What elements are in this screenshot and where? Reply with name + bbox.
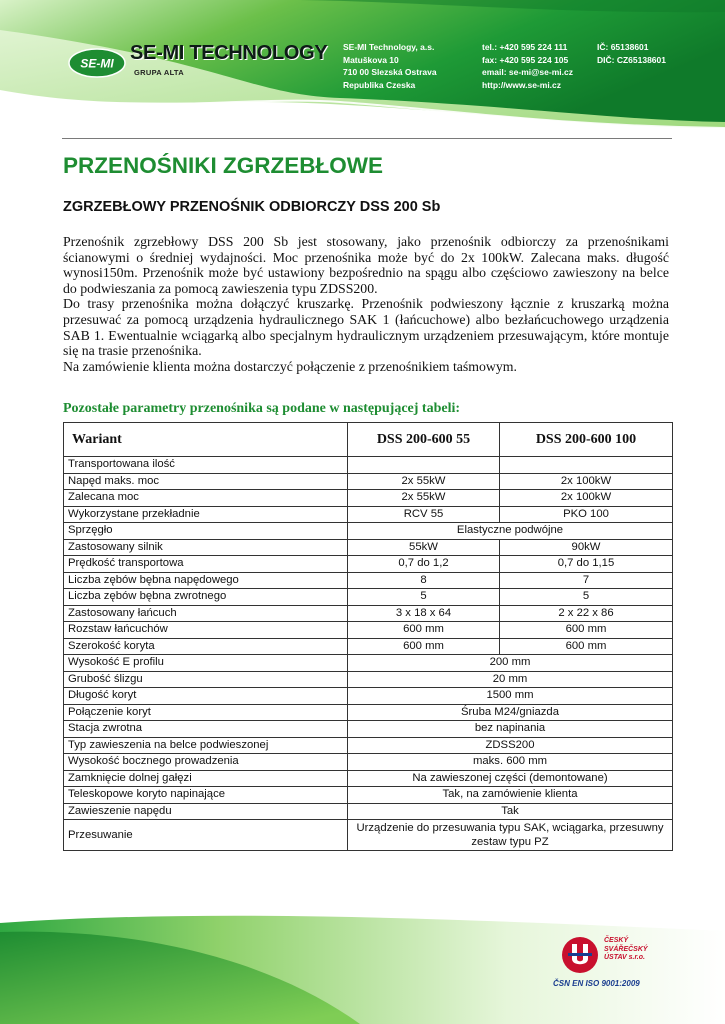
header-dss-100: DSS 200-600 100 [500, 423, 673, 457]
row-label: Połączenie koryt [64, 704, 348, 721]
header-dss-55: DSS 200-600 55 [348, 423, 500, 457]
row-label: Liczba zębów bębna zwrotnego [64, 589, 348, 606]
table-row [64, 721, 673, 738]
row-value: Na zawieszonej części (demontowane) [348, 770, 673, 787]
row-label: Zawieszenie napędu [64, 803, 348, 820]
row-value: Tak [348, 803, 673, 820]
table-row [64, 671, 673, 688]
row-value: maks. 600 mm [348, 754, 673, 771]
row-value: bez napinania [348, 721, 673, 738]
row-value: Urządzenie do przesuwania typu SAK, wciągarka, przesuwny zestaw typu PZ [348, 820, 673, 851]
table-header-row [64, 423, 673, 457]
row-label: Wysokość bocznego prowadzenia [64, 754, 348, 771]
row-value: PKO 100 [500, 506, 673, 523]
logo-oval-text: SE-MI [80, 56, 114, 71]
description-paragraph: Na zamówienie klienta można dostarczyć połączenie z przenośnikiem taśmowym. [63, 358, 517, 374]
row-label: Grubość ślizgu [64, 671, 348, 688]
table-row [64, 803, 673, 820]
row-value: 600 mm [348, 638, 500, 655]
table-row [64, 655, 673, 672]
row-value: 2x 55kW [348, 490, 500, 507]
table-row [64, 737, 673, 754]
row-value: 2 x 22 x 86 [500, 605, 673, 622]
row-value: 1500 mm [348, 688, 673, 705]
fax: fax: +420 595 224 105 [482, 54, 569, 65]
table-row [64, 473, 673, 490]
description-paragraph: Do trasy przenośnika można dołączyć kruszarkę. Przenośnik podwieszony łącznie z kruszarką można przesuwać za pomocą urządzenia hydraulicznego SAK 1 (łańcuchowe) albo bezłańcuchowego urządzenia SAB 1. Ewentualnie wciągarką albo specjalnym hydraulicznym urządzeniem przesuwającym, które montuje się na trasie przenośnika. [63, 296, 669, 359]
footer-banner [0, 912, 725, 1024]
row-label: Stacja zwrotna [64, 721, 348, 738]
row-label: Transportowana ilość [64, 457, 348, 474]
company-dic: DIČ: CZ65138601 [597, 54, 666, 65]
row-label: Liczba zębów bębna napędowego [64, 572, 348, 589]
row-label: Zamknięcie dolnej gałęzi [64, 770, 348, 787]
company-ids [597, 41, 666, 66]
certification-logo-icon [560, 935, 600, 975]
row-value: RCV 55 [348, 506, 500, 523]
row-value: 600 mm [500, 622, 673, 639]
row-label: Zastosowany łańcuch [64, 605, 348, 622]
header-divider [62, 138, 672, 139]
table-row [64, 622, 673, 639]
row-label: Napęd maks. moc [64, 473, 348, 490]
semi-logo-icon [68, 48, 126, 78]
table-row [64, 820, 673, 851]
row-label: Zalecana moc [64, 490, 348, 507]
row-value: 0,7 do 1,2 [348, 556, 500, 573]
params-heading: Pozostałe parametry przenośnika są podane w następującej tabeli: [63, 401, 461, 416]
address-line: Matuškova 10 [343, 54, 399, 65]
page-subtitle: ZGRZEBŁOWY PRZENOŚNIK ODBIORCZY DSS 200 Sb [63, 199, 441, 215]
row-value: 90kW [500, 539, 673, 556]
cert-name-line: ČESKÝ [604, 937, 629, 944]
table-row [64, 490, 673, 507]
row-label: Wysokość E profilu [64, 655, 348, 672]
description [63, 234, 669, 374]
certification-name [604, 937, 648, 963]
table-row [64, 556, 673, 573]
row-value: 5 [348, 589, 500, 606]
row-value: 2x 100kW [500, 490, 673, 507]
row-value [348, 457, 500, 474]
company-contact [482, 41, 573, 91]
spec-table [63, 422, 673, 851]
table-row [64, 638, 673, 655]
table-row [64, 539, 673, 556]
certification-standard: ČSN EN ISO 9001:2009 [553, 979, 640, 988]
table-row [64, 523, 673, 540]
row-label: Prędkość transportowa [64, 556, 348, 573]
table-row [64, 770, 673, 787]
company-ic: IČ: 65138601 [597, 42, 649, 52]
row-value: 55kW [348, 539, 500, 556]
row-label: Typ zawieszenia na belce podwieszonej [64, 737, 348, 754]
row-label: Wykorzystane przekładnie [64, 506, 348, 523]
table-row [64, 457, 673, 474]
company-group: GRUPA ALTA [134, 68, 184, 77]
row-value: ZDSS200 [348, 737, 673, 754]
table-row [64, 787, 673, 804]
row-value: Tak, na zamówienie klienta [348, 787, 673, 804]
row-value: 0,7 do 1,15 [500, 556, 673, 573]
table-row [64, 589, 673, 606]
row-label: Szerokość koryta [64, 638, 348, 655]
row-value: 5 [500, 589, 673, 606]
company-address [343, 41, 437, 91]
address-line: Republika Czeska [343, 79, 416, 90]
phone: tel.: +420 595 224 111 [482, 42, 568, 52]
row-label: Zastosowany silnik [64, 539, 348, 556]
cert-name-line: ÚSTAV s.r.o. [604, 954, 645, 961]
header-variant: Wariant [64, 423, 348, 457]
table-row [64, 704, 673, 721]
address-line: 710 00 Slezská Ostrava [343, 67, 437, 77]
company-name: SE-MI TECHNOLOGY [130, 42, 328, 64]
row-label: Sprzęgło [64, 523, 348, 540]
row-value: 20 mm [348, 671, 673, 688]
row-value: 8 [348, 572, 500, 589]
email-link[interactable]: email: se-mi@se-mi.cz [482, 67, 573, 77]
address-line: SE-MI Technology, a.s. [343, 42, 435, 52]
row-value: Elastyczne podwójne [348, 523, 673, 540]
row-value: 2x 100kW [500, 473, 673, 490]
cert-name-line: SVÁŘEČSKÝ [604, 945, 648, 953]
row-value: Śruba M24/gniazda [348, 704, 673, 721]
row-value [500, 457, 673, 474]
row-value: 7 [500, 572, 673, 589]
table-row [64, 572, 673, 589]
table-row [64, 605, 673, 622]
row-value: 3 x 18 x 64 [348, 605, 500, 622]
website-link[interactable]: http://www.se-mi.cz [482, 79, 562, 90]
table-row [64, 754, 673, 771]
row-value: 600 mm [500, 638, 673, 655]
table-row [64, 688, 673, 705]
row-value: 600 mm [348, 622, 500, 639]
table-row [64, 506, 673, 523]
row-label: Przesuwanie [64, 820, 348, 851]
row-value: 200 mm [348, 655, 673, 672]
row-label: Rozstaw łańcuchów [64, 622, 348, 639]
description-paragraph: Przenośnik zgrzebłowy DSS 200 Sb jest stosowany, jako przenośnik odbiorczy za przenośnikami ścianowymi o średniej wydajności. Moc przenośnika może być do 2x 100kW. Zalecana maks. długość wynosi150m. Przenośnik może być ustawiony bezpośrednio na spągu albo częściowo zawieszony na belce do podwieszania za pomocą zawieszenia typu ZDSS200. [63, 234, 669, 296]
page-title: PRZENOŚNIKI ZGRZEBŁOWE [63, 153, 383, 178]
row-label: Długość koryt [64, 688, 348, 705]
row-value: 2x 55kW [348, 473, 500, 490]
row-label: Teleskopowe koryto napinające [64, 787, 348, 804]
